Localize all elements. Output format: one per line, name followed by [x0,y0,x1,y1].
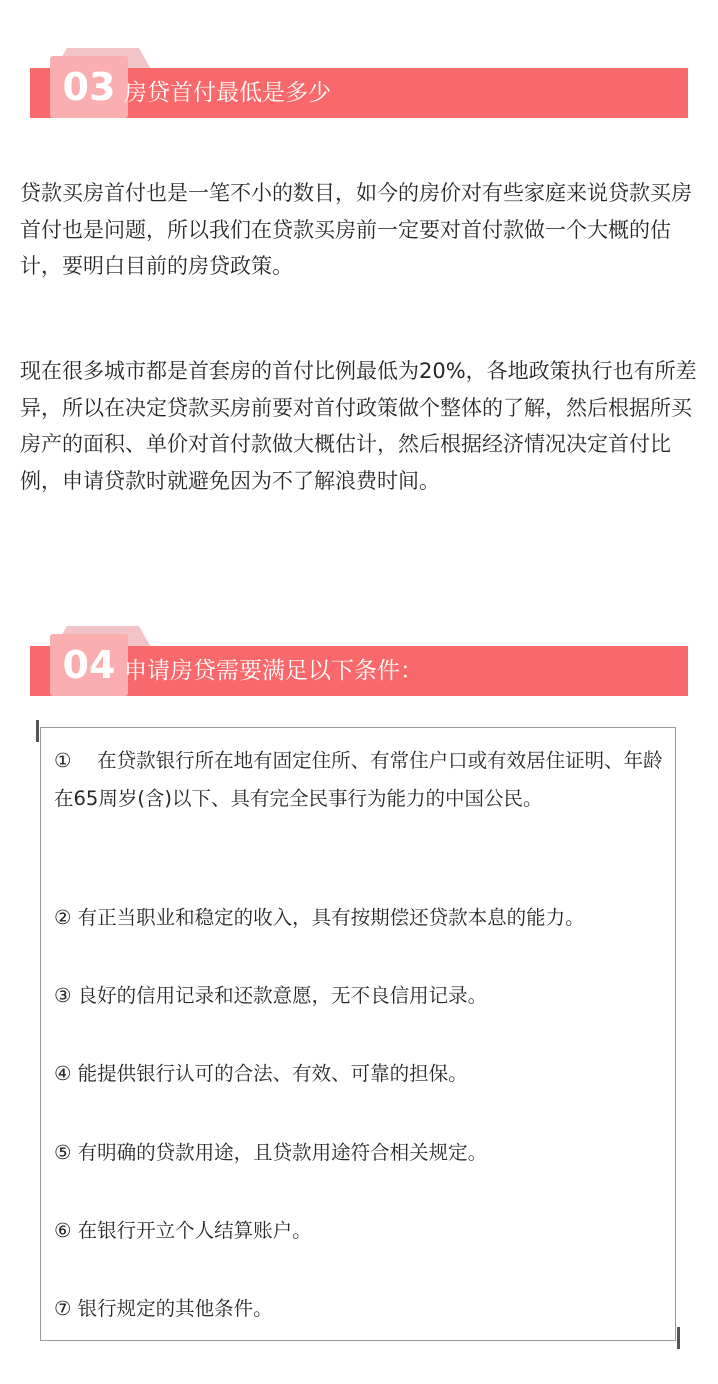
body-paragraph: 贷款买房首付也是一笔不小的数目，如今的房价对有些家庭来说贷款买房首付也是问题，所以我们在贷款买房前一定要对首付款做一个大概的估计，要明白目前的房贷政策。 [20,181,692,278]
section-title: 房贷首付最低是多少 [124,80,331,106]
condition-item: ④ 能提供银行认可的合法、有效、可靠的担保。 [54,1062,468,1085]
condition-item: ⑤ 有明确的贷款用途，且贷款用途符合相关规定。 [54,1141,488,1164]
condition-item: ③ 良好的信用记录和还款意愿，无不良信用记录。 [54,984,488,1007]
condition-item: ① 在贷款银行所在地有固定住所、有常住户口或有效居住证明、年龄在65周岁(含)以下、具有完全民事行为能力的中国公民。 [54,749,663,810]
box-corner-mark [36,720,39,742]
box-corner-mark [677,1327,680,1349]
section-title: 申请房贷需要满足以下条件： [124,658,423,684]
condition-item: ⑥ 在银行开立个人结算账户。 [54,1219,312,1242]
condition-item: ⑦ 银行规定的其他条件。 [54,1297,273,1320]
section-04-header [30,626,688,700]
section-number-badge: 04 [50,634,128,696]
condition-item: ② 有正当职业和稳定的收入，具有按期偿还贷款本息的能力。 [54,906,585,929]
section-03-header [30,48,688,122]
section-number-badge: 03 [50,56,128,118]
body-paragraph: 现在很多城市都是首套房的首付比例最低为20%，各地政策执行也有所差异，所以在决定贷款买房前要对首付政策做个整体的了解，然后根据所买房产的面积、单价对首付款做大概估计，然后根据经济情况决定首付比例，申请贷款时就避免因为不了解浪费时间。 [20,359,697,493]
